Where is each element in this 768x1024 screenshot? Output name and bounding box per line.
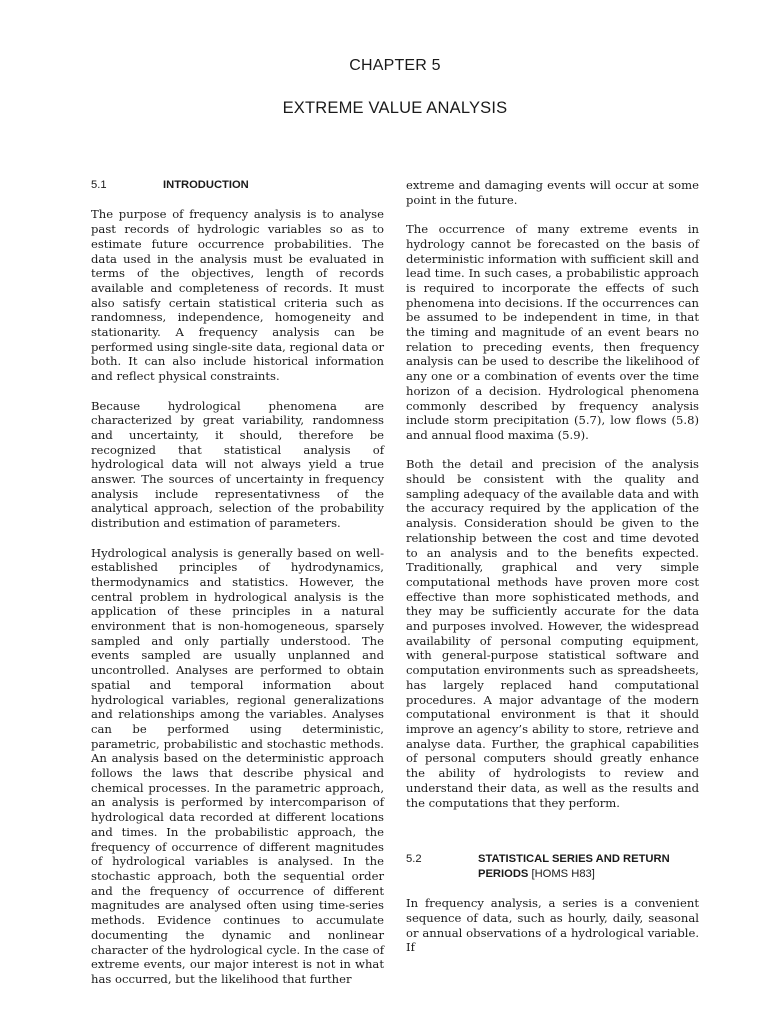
section-heading-5-1 <box>91 178 384 193</box>
section-title: INTRODUCTION <box>163 179 249 191</box>
left-column <box>91 178 384 1001</box>
paragraph: The purpose of frequency analysis is to analyse past records of hydrologic variables so as to estimate future occurrence probabilities. The data used in the analysis must be evaluated in terms of the objectives, length of records available and completeness of records. It must also satisfy certain statistical criteria such as randomness, independence, homogeneity and stationarity. A frequency analysis can be performed using single-site data, regional data or both. It can also include historical information and reflect physical constraints. <box>91 207 384 384</box>
paragraph: Because hydrological phenomena are characterized by great variability, randomness and uncertainty, it should, therefore be recognized that statistical analysis of hydrological data will not always yield a true answer. The sources of uncertainty in frequency analysis include representativness of the analytical approach, selection of the probability distribution and estimation of parameters. <box>91 398 384 531</box>
section-number: 5.1 <box>91 179 107 191</box>
right-column <box>406 178 699 970</box>
paragraph: In frequency analysis, a series is a convenient sequence of data, such as hourly, daily, seasonal or annual observations of a hydrological variable. If <box>406 896 699 955</box>
section-reference: [HOMS H83] <box>531 867 595 880</box>
chapter-label: CHAPTER 5 <box>349 57 441 74</box>
chapter-title: EXTREME VALUE ANALYSIS <box>282 99 508 117</box>
section-heading-5-2 <box>406 852 699 881</box>
paragraph: extreme and damaging events will occur at some point in the future. <box>406 178 699 207</box>
paragraph: Both the detail and precision of the analysis should be consistent with the quality and sampling adequacy of the available data and with the accuracy required by the application of the analysis. Consideration should be given to the relationship between the cost and time devoted to an analysis and to the benefits expected. Traditionally, graphical and very simple computational methods have proven more cost effective than more sophisticated methods, and they may be sufficiently accurate for the data and purposes involved. However, the widespread availability of personal computing equipment, with general-purpose statistical software and computation environments such as spreadsheets, has largely replaced hand computational procedures. A major advantage of the modern computational environment is that it should improve an agency’s ability to store, retrieve and analyse data. Further, the graphical capabilities of personal computers should greatly enhance the ability of hydrologists to review and understand their data, as well as the results and the computations that they perform. <box>406 457 699 810</box>
section-number: 5.2 <box>406 853 422 866</box>
section-title: STATISTICAL SERIES AND RETURN PERIODS <box>478 853 670 880</box>
section-title-wrapper <box>478 852 699 881</box>
paragraph: The occurrence of many extreme events in hydrology cannot be forecasted on the basis of deterministic information with sufficient skill and lead time. In such cases, a probabilistic approach is required to incorporate the effects of such phenomena into decisions. If the occurrences can be assumed to be independent in time, in that the timing and magnitude of an event bears no relation to preceding events, then frequency analysis can be used to describe the likelihood of any one or a combination of events over the time horizon of a decision. Hydrological phenomena commonly described by frequency analysis include storm precipitation (5.7), low flows (5.8) and annual flood maxima (5.9). <box>406 222 699 442</box>
paragraph: Hydrological analysis is generally based on well-established principles of hydrodynamics, thermodynamics and statistics. However, the central problem in hydrological analysis is the application of these principles in a natural environment that is non-homogeneous, sparsely sampled and only partially understood. The events sampled are usually unplanned and uncontrolled. Analyses are performed to obtain spatial and temporal information about hydrological variables, regional generalizations and relationships among the variables. Analyses can be performed using deterministic, parametric, probabilistic and stochastic methods. An analysis based on the deterministic approach follows the laws that describe physical and chemical processes. In the parametric approach, an analysis is performed by intercomparison of hydrological data recorded at different locations and times. In the probabilistic approach, the frequency of occurrence of different magnitudes of hydrological variables is analysed. In the stochastic approach, both the sequential order and the frequency of occurrence of different magnitudes are analysed often using time-series methods. Evidence continues to accumulate documenting the dynamic and nonlinear character of the hydrological cycle. In the case of extreme events, our major interest is not in what has occurred, but the likelihood that further <box>91 545 384 986</box>
